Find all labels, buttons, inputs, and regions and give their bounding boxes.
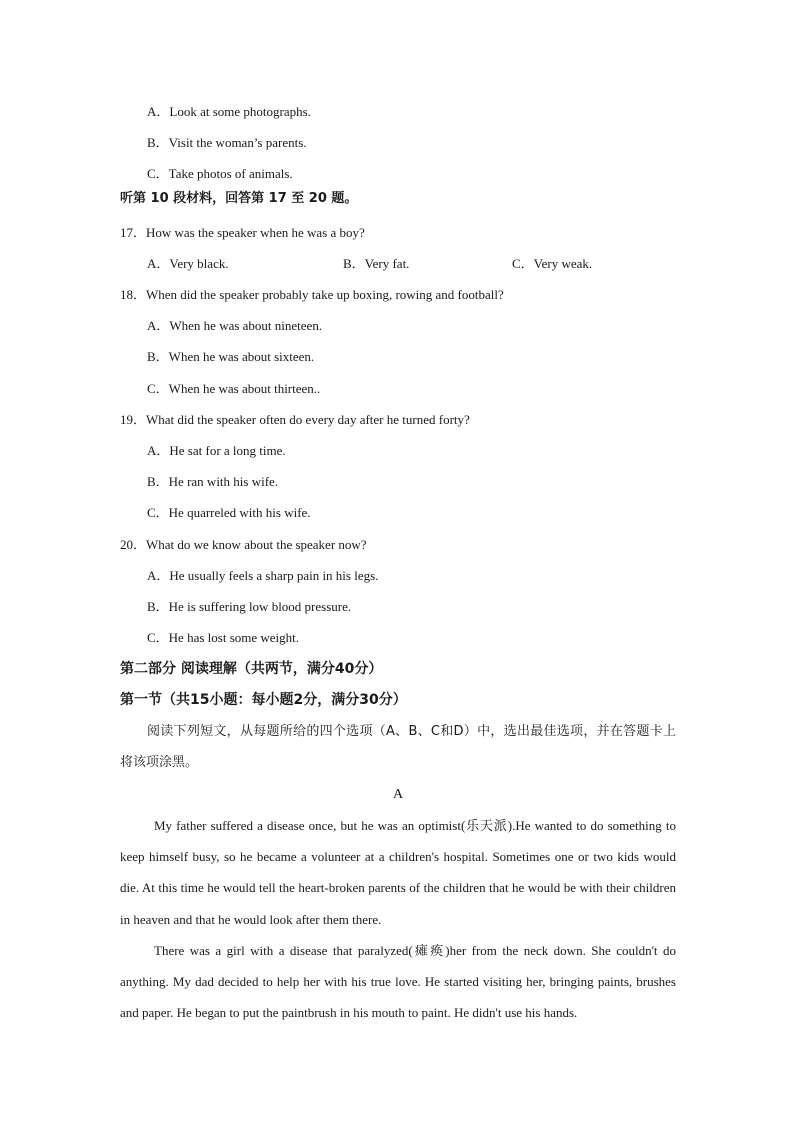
- q20-stem: 20．What do we know about the speaker now?: [120, 537, 367, 552]
- q17-option-c: C．Very weak.: [512, 256, 593, 271]
- q16-option-a: A．Look at some photographs.: [147, 104, 311, 119]
- section1-heading: 第一节（共15小题：每小题2分，满分30分）: [120, 692, 407, 708]
- q17-stem: 17．How was the speaker when he was a boy?: [120, 225, 365, 240]
- q18-option-a: A．When he was about nineteen.: [147, 318, 323, 333]
- part2-heading: 第二部分 阅读理解（共两节，满分40分）: [120, 661, 383, 677]
- q17-option-b: B．Very fat.: [343, 256, 410, 271]
- q17-option-a: A．Very black.: [147, 256, 229, 271]
- q18-stem: 18．When did the speaker probably take up boxing, rowing and football?: [120, 287, 504, 302]
- q20-option-c: C．He has lost some weight.: [147, 630, 300, 645]
- passage-paragraph-1: My father suffered a disease once, but he was an optimist(乐天派).He wanted to do something to keep himself busy, so he became a volunteer at a children's hospital. Sometimes one or two kids would die. At this time he would tell the heart-broken parents of the children that he would be with their children in heaven and that he would look after them there.: [120, 818, 676, 927]
- passage-label: A: [392, 787, 404, 802]
- q20-option-b: B．He is suffering low blood pressure.: [147, 599, 352, 614]
- q16-option-b: B．Visit the woman’s parents.: [147, 135, 307, 150]
- passage-paragraph-2: There was a girl with a disease that paralyzed(瘫痪)her from the neck down. She couldn't do anything. My dad decided to help her with his true love. He started visiting her, bringing paints, brushes and paper. He began to put the paintbrush in his mouth to paint. He didn't use his hands.: [120, 943, 676, 1021]
- q18-option-b: B．When he was about sixteen.: [147, 349, 315, 364]
- q19-option-c: C．He quarreled with his wife.: [147, 505, 311, 520]
- q16-option-c: C．Take photos of animals.: [147, 166, 293, 181]
- reading-instructions: 阅读下列短文，从每题所给的四个选项（A、B、C和D）中，选出最佳选项，并在答题卡上将该项涂黑。: [120, 724, 676, 770]
- q19-option-a: A．He sat for a long time.: [147, 443, 286, 458]
- q20-option-a: A．He usually feels a sharp pain in his legs.: [147, 568, 379, 583]
- q19-option-b: B．He ran with his wife.: [147, 474, 279, 489]
- q19-stem: 19．What did the speaker often do every day after he turned forty?: [120, 412, 470, 427]
- q18-option-c: C．When he was about thirteen..: [147, 381, 321, 396]
- material-10-header: 听第 10 段材料，回答第 17 至 20 题。: [120, 191, 358, 206]
